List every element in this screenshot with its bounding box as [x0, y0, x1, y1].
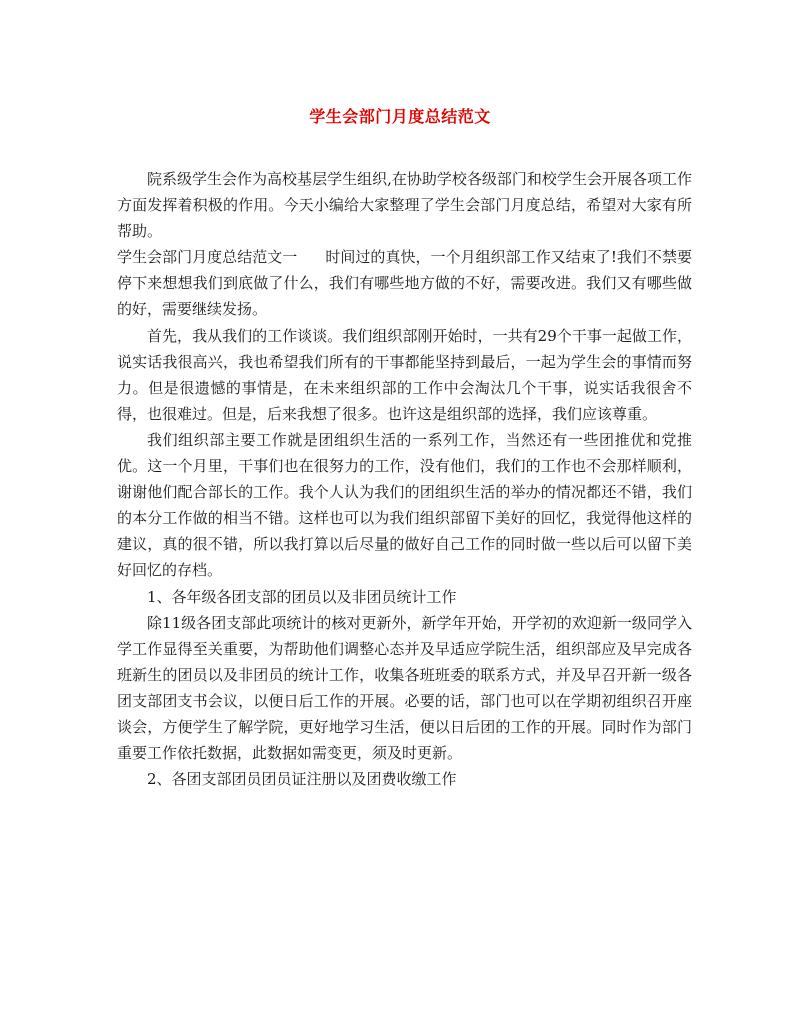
- paragraph-second: 我们组织部主要工作就是团组织生活的一系列工作，当然还有一些团推优和党推优。这一个月里，干事们也在很努力的工作，没有他们，我们的工作也不会那样顺利，谢谢他们配合部长的工作。我个人认为我们的团组织生活的举办的情况都还不错，我们的本分工作做的相当不错。这样也可以为我们组织部留下美好的回忆，我觉得他这样的建议，真的很不错，所以我打算以后尽量的做好自己工作的同时做一些以后可以留下美好回忆的存档。: [117, 430, 692, 580]
- document-title: 学生会部门月度总结范文: [309, 107, 491, 126]
- intro-paragraph: 院系级学生会作为高校基层学生组织,在协助学校各级部门和校学生会开展各项工作方面发挥着积极的作用。今天小编给大家整理了学生会部门月度总结，希望对大家有所帮助。: [117, 170, 692, 241]
- section-heading: 学生会部门月度总结范文一: [117, 248, 298, 267]
- item-two-heading: 2、各团支部团员团员证注册以及团费收缴工作: [147, 770, 457, 789]
- document-body: [117, 166, 692, 792]
- item-one-heading: 1、各年级各团支部的团员以及非团员统计工作: [147, 587, 457, 606]
- section-one-paragraph: [117, 244, 692, 322]
- paragraph-first: 首先，我从我们的工作谈谈。我们组织部刚开始时，一共有29个干事一起做工作，说实话我很高兴，我也希望我们所有的干事都能坚持到最后，一起为学生会的事情而努力。但是很遗憾的事情是，在未来组织部的工作中会淘汰几个干事，说实话我很舍不得，也很难过。但是，后来我想了很多。也许这是组织部的选择，我们应该尊重。: [117, 326, 692, 423]
- section-lead-text: 时间过的真快，一个月组织部工作又结束了!我们不禁要停下来想想我们到底做了什么，我们有哪些地方做的不好，需要改进。我们又有哪些做的好，需要继续发扬。: [117, 248, 692, 319]
- item-one-body: 除11级各团支部此项统计的核对更新外，新学年开始，开学初的欢迎新一级同学入学工作显得至关重要，为帮助他们调整心态并及早适应学院生活，组织部应及早完成各班新生的团员以及非团员的统计工作，收集各班班委的联系方式，并及早召开新一级各团支部团支书会议，以便日后工作的开展。必要的话，部门也可以在学期初组织召开座谈会，方便学生了解学院，更好地学习生活，便以日后团的工作的开展。同时作为部门重要工作依托数据，此数据如需变更，须及时更新。: [117, 613, 692, 763]
